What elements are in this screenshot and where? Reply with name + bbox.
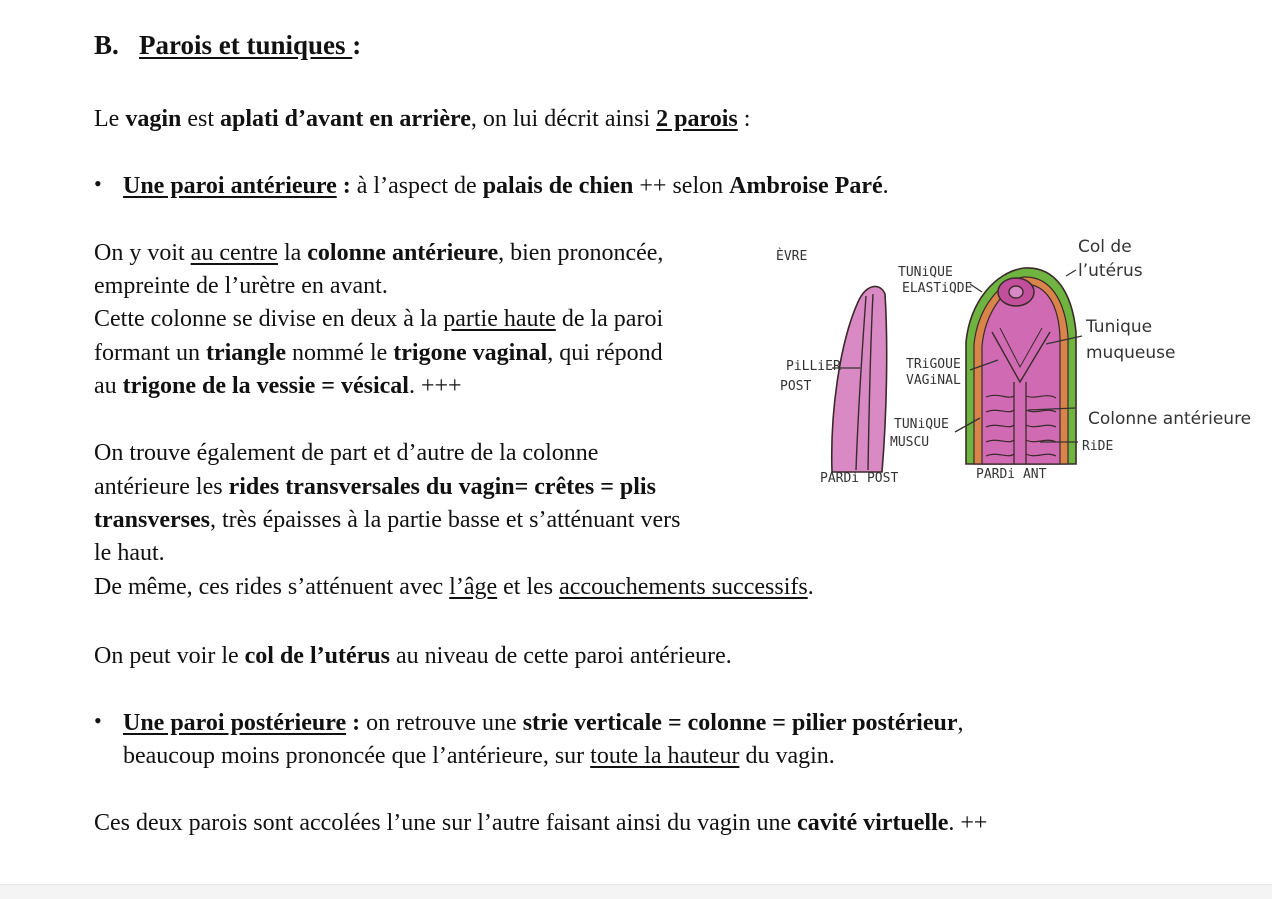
text: Le <box>94 106 126 132</box>
text: antérieure les <box>94 474 229 500</box>
text-bold: aplati d’avant en arrière <box>220 106 471 132</box>
cervix-os <box>1009 286 1023 298</box>
p2-line-1: On trouve également de part et d’autre de la colonne <box>94 440 599 466</box>
text: Ces deux parois sont accolées l’une sur l’autre faisant ainsi du vagin une <box>94 810 798 836</box>
text-bold: trigone de la vessie = vésical <box>122 373 409 399</box>
text-underlined: l’âge <box>449 574 498 600</box>
p1-line-4 <box>94 336 663 370</box>
p3-paragraph <box>94 639 732 673</box>
text-bold: : <box>346 710 361 736</box>
page-footer-bar <box>0 884 1272 899</box>
p1-line-2: empreinte de l’urètre en avant. <box>94 273 388 299</box>
label-tunique-musc-1: TUNiQUE <box>894 417 949 432</box>
label-tunique-musc-2: MUSCU <box>890 435 930 450</box>
text: , <box>957 710 964 736</box>
label-col-uterus-1: Col de <box>1078 237 1132 257</box>
posterior-wall-drawing <box>832 286 887 472</box>
text-underlined: partie haute <box>443 306 556 332</box>
label-trigone-1: TRiGOUE <box>906 357 961 372</box>
text: . ++ <box>948 810 988 836</box>
text: est <box>181 106 220 132</box>
p2-line-4: le haut. <box>94 540 165 566</box>
text: au <box>94 373 123 399</box>
leader-line <box>1066 270 1076 276</box>
label-levre: ÈVRE <box>776 249 808 264</box>
text: , on lui décrit ainsi <box>470 106 657 132</box>
label-col-uterus-2: l’utérus <box>1078 261 1143 281</box>
label-tunique-elastique-1: TUNiQUE <box>898 265 953 280</box>
text-bold: transverses <box>94 507 210 533</box>
label-pilier-1: PiLLiER <box>786 359 841 374</box>
text-bold: rides transversales du vagin= crêtes = plis <box>228 474 656 500</box>
text-bold: vagin <box>125 106 182 132</box>
label-tunique-elastique-2: ELASTiQDE <box>902 281 973 296</box>
text: De même, ces rides s’atténuent avec <box>94 574 450 600</box>
text-bold: trigone vaginal <box>393 340 548 366</box>
text: . <box>882 173 889 199</box>
text: on retrouve une <box>360 710 523 736</box>
text-bold: strie verticale = colonne = pilier postérieur <box>522 710 958 736</box>
text: et les <box>497 574 560 600</box>
text: , bien prononcée, <box>498 240 664 266</box>
text: Cette colonne se divise en deux à la <box>94 306 444 332</box>
section-letter: B. <box>94 30 119 60</box>
bullet-icon: • <box>94 171 102 196</box>
text-bold: colonne antérieure <box>307 240 499 266</box>
text: formant un <box>94 340 206 366</box>
label-tunique-muqueuse-2: muqueuse <box>1086 343 1176 363</box>
section-heading <box>94 26 361 64</box>
text-underlined: au centre <box>190 240 278 266</box>
label-paroi-ant: PARDi ANT <box>976 467 1047 482</box>
text-bold: : <box>336 173 351 199</box>
text: . +++ <box>408 373 462 399</box>
text-bold: triangle <box>205 340 286 366</box>
posterior-wall-item <box>123 706 964 740</box>
anterior-title: Une paroi antérieure <box>123 173 337 199</box>
p1-line-5 <box>94 369 462 403</box>
bullet-icon: • <box>94 708 102 733</box>
text: au niveau de cette paroi antérieure. <box>389 643 732 669</box>
text: On peut voir le <box>94 643 245 669</box>
intro-paragraph <box>94 102 750 136</box>
text: beaucoup moins prononcée que l’antérieure, sur <box>123 743 591 769</box>
label-tunique-muqueuse-1: Tunique <box>1086 317 1153 337</box>
text-bold-underlined: 2 parois <box>656 106 738 132</box>
text-bold: palais de chien <box>482 173 634 199</box>
text-bold: Ambroise Paré <box>729 173 883 199</box>
text: du vagin. <box>739 743 835 769</box>
section-title: Parois et tuniques <box>139 30 353 60</box>
label-colonne-anterieure: Colonne antérieure <box>1088 409 1252 429</box>
text: On y voit <box>94 240 191 266</box>
label-pilier-2: POST <box>780 379 812 394</box>
mucosa-drawing <box>982 284 1060 464</box>
text-bold: cavité virtuelle <box>797 810 949 836</box>
posterior-line-2 <box>123 739 835 773</box>
p1-line-3 <box>94 302 663 336</box>
text: ++ selon <box>633 173 730 199</box>
text: , qui répond <box>547 340 663 366</box>
vagina-walls-figure <box>770 232 1270 497</box>
text: : <box>737 106 751 132</box>
p2-line-2 <box>94 470 656 504</box>
section-colon: : <box>352 30 362 60</box>
text-bold: col de l’utérus <box>244 643 390 669</box>
text: . <box>807 574 814 600</box>
text-underlined: accouchements successifs <box>559 574 808 600</box>
text: nommé le <box>285 340 394 366</box>
text: la <box>277 240 308 266</box>
text-underlined: toute la hauteur <box>590 743 740 769</box>
anterior-wall-item <box>123 169 889 203</box>
label-paroi-post: PARDi POST <box>820 471 899 486</box>
text: de la paroi <box>555 306 664 332</box>
p2-line-5 <box>94 570 814 604</box>
posterior-title: Une paroi postérieure <box>123 710 347 736</box>
p2-line-3 <box>94 503 680 537</box>
label-trigone-2: VAGiNAL <box>906 373 961 388</box>
p1-line-1 <box>94 236 663 270</box>
conclusion-paragraph <box>94 806 987 840</box>
text: , très épaisses à la partie basse et s’atténuant vers <box>209 507 681 533</box>
text: à l’aspect de <box>350 173 483 199</box>
label-ride: RiDE <box>1082 439 1114 454</box>
